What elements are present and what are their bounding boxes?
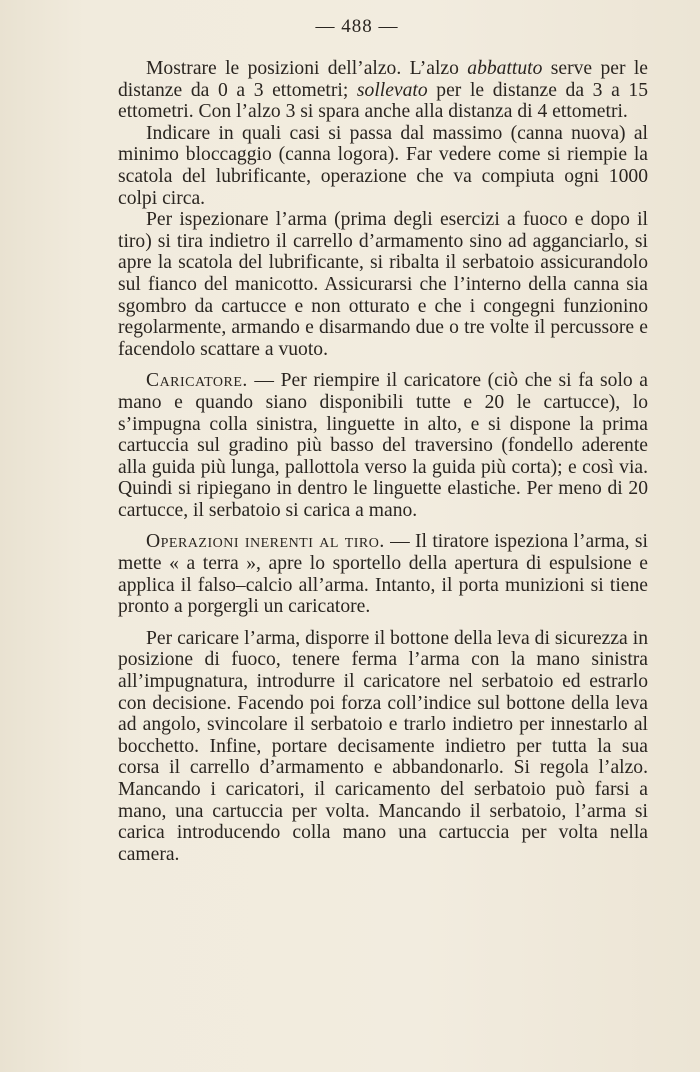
emphasis-text: abbattuto [467, 58, 543, 79]
paragraph-caricatore [118, 370, 648, 521]
body-text: — Il tiratore ispeziona l’arma, si mette « a terra », apre lo sportello della apertura di espulsione e applica il falso–calcio all’arma. Intanto, il porta munizioni si tiene pronto a porgergli un caricatore. [118, 531, 648, 618]
paragraph-operazioni-tiro [118, 531, 648, 617]
body-text: per le distanze da 3 a 15 ettometri. Con l’alzo 3 si spara anche alla distanza di 4 ettometri. [118, 79, 648, 123]
body-text: Indicare in quali casi si passa dal massimo (canna nuova) al minimo bloccaggio (canna logora). Far vedere come si riempie la scatola del lubrificante, operazione che va compiuta ogni 1000 colpi circa. [118, 122, 648, 209]
body-text: — Per riempire il caricatore (ciò che si fa solo a mano e quando siano disponibili tutte e 20 le cartucce), lo s’impugna colla sinistra, linguette in alto, e si dispone la prima cartuccia sul gradino più basso del traversino (fondello aderente alla guida più lunga, pallottola verso la guida più corta); e così via. Quindi si ripiegano in dentro le linguette elastiche. Per meno di 20 cartucce, il serbatoio si carica a mano. [118, 370, 648, 521]
section-heading: Operazioni inerenti al tiro. [146, 531, 385, 553]
paragraph-bloccaggio [118, 123, 648, 209]
page-number: — 488 — [315, 16, 399, 37]
page-body [118, 58, 648, 865]
body-text: serve per le distanze da 0 a 3 ettometri; [118, 58, 648, 101]
body-text: Mostrare le posizioni dell’alzo. L’alzo [146, 58, 468, 79]
body-text: Per ispezionare l’arma (prima degli esercizi a fuoco e dopo il tiro) si tira indietro il carrello d’armamento sino ad agganciarlo, si apre la scatola del lubrificante, si ribalta il serbatoio assicurandolo sul fianco del manicotto. Assicurarsi che l’interno della canna sia sgombro da cartucce e non otturato e che i congegni funzionino regolarmente, armando e disarmando due o tre volte il percussore e facendolo scattare a vuoto. [118, 209, 648, 360]
emphasis-text: sollevato [356, 79, 428, 101]
section-heading: Caricatore. [146, 370, 248, 392]
paragraph-alzo [118, 58, 648, 123]
paragraph-caricare-arma [118, 628, 648, 866]
paragraph-ispezione [118, 209, 648, 360]
body-text: Per caricare l’arma, disporre il bottone della leva di sicurezza in posizione di fuoco, tenere ferma l’arma con la mano sinistra all’impugnatura, introdurre il caricatore nel serbatoio ed estrarlo con decisione. Facendo poi forza coll’indice sul bottone della leva ad angolo, svincolare il serbatoio e trarlo indietro per innestarlo al bocchetto. Infine, portare decisamente indietro per tutta la sua corsa il carrello d’armamento e abbandonarlo. Si regola l’alzo. Mancando i caricatori, il caricamento del serbatoio può farsi a mano, una cartuccia per volta. Mancando il serbatoio, l’arma si carica introducendo colla mano una cartuccia per volta nella camera. [118, 627, 648, 865]
